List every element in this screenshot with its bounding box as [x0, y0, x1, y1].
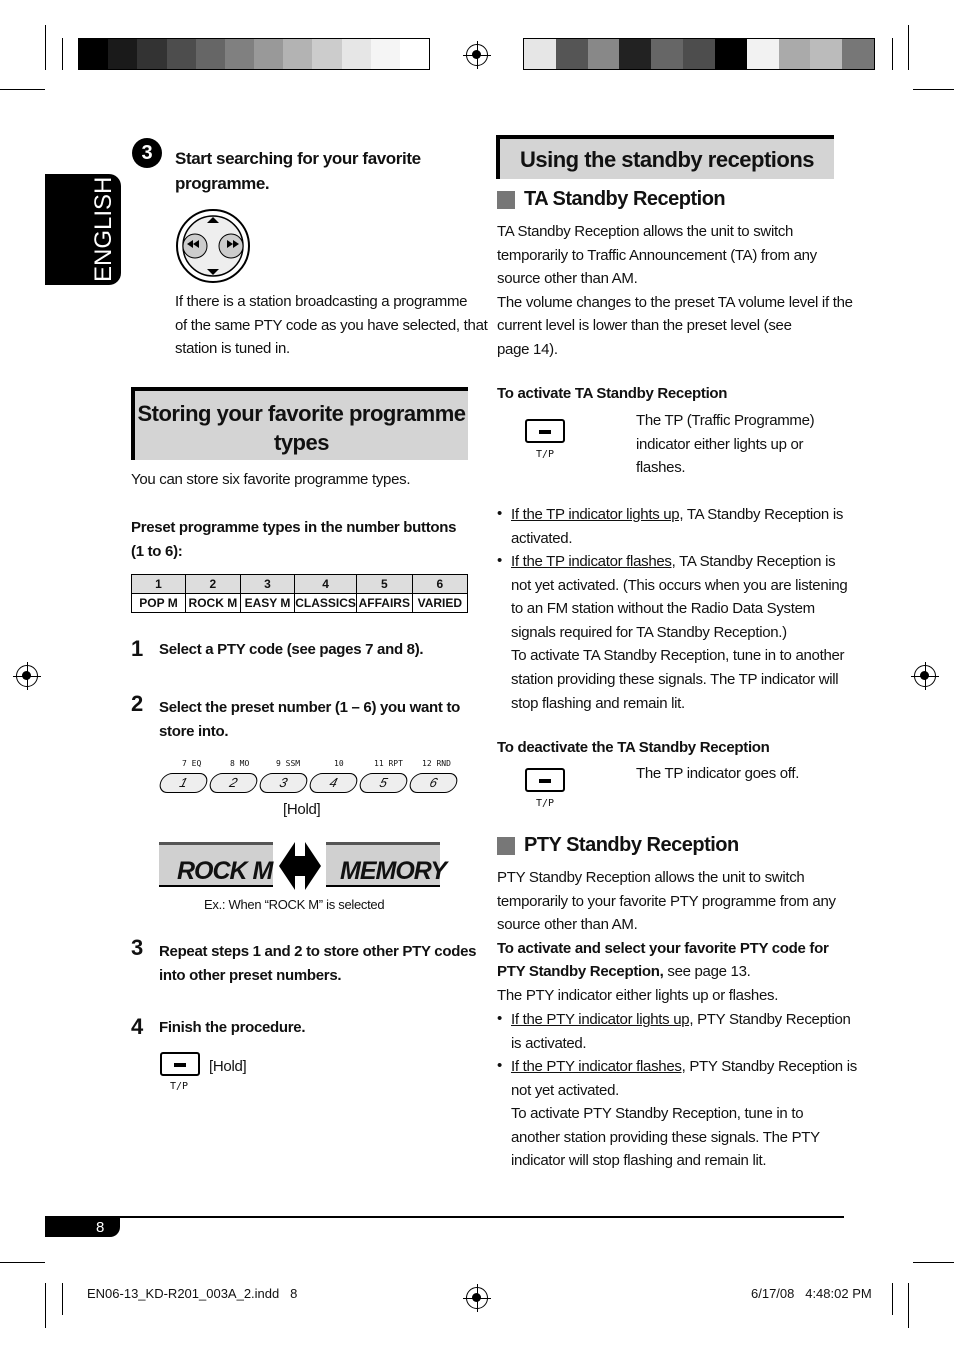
key-label: 8 MO — [230, 759, 250, 768]
registration-mark-icon — [16, 665, 38, 687]
table-number-cell: 5 — [356, 575, 412, 594]
standby-section-title: Using the standby receptions — [519, 147, 815, 172]
hold-label: [Hold] — [283, 801, 321, 818]
pty-flashes-line: indicator will stop flashing and remain lit. — [511, 1152, 767, 1170]
preset-key-3[interactable]: 3 — [257, 773, 309, 793]
table-type-cell: EASY M — [240, 594, 295, 613]
step-3-body-line: of the same PTY code as you have selected, that — [175, 316, 488, 334]
ta-body-line: TA Standby Reception allows the unit to switch — [497, 223, 794, 240]
table-type-cell: VARIED — [412, 594, 467, 613]
section-square-icon — [497, 837, 515, 855]
tp-flashes-line: not yet activated. (This occurs when you are listening — [511, 576, 848, 594]
double-arrow-icon — [279, 842, 321, 890]
pty-indicator-line: The PTY indicator either lights up or flashes. — [497, 986, 779, 1004]
step-3-text: Repeat steps 1 and 2 to store other PTY codes — [159, 943, 477, 960]
bullet-icon: • — [497, 1057, 503, 1074]
step-3-marker: 3 — [132, 138, 162, 168]
preset-key-6[interactable]: 6 — [407, 773, 459, 793]
section-title: Storing your favorite programme — [137, 401, 466, 426]
tp-flashes-line: To activate TA Standby Reception, tune in to another — [511, 647, 845, 665]
display-right-text: MEMORY — [340, 857, 447, 885]
tp-flashes-line: station providing these signals. The TP indicator will — [511, 670, 839, 688]
gray-scale-bar-left — [78, 38, 430, 70]
language-tab-label: ENGLISH — [90, 176, 117, 282]
ta-body-line: page 14). — [497, 340, 558, 358]
pty-body-line: PTY Standby Reception allows the unit to switch — [497, 869, 805, 886]
step-3-number: 3 — [131, 935, 144, 960]
key-label: 11 RPT — [374, 759, 403, 768]
tp-label: T/P — [170, 1081, 189, 1092]
registration-mark-icon — [466, 44, 488, 66]
preset-key-2[interactable]: 2 — [207, 773, 259, 793]
storing-section-heading — [131, 387, 468, 460]
file-info: EN06-13_KD-R201_003A_2.indd 8 — [87, 1286, 298, 1301]
step-2-number: 2 — [131, 691, 144, 716]
step-4-number: 4 — [131, 1014, 144, 1039]
page-number: 8 — [96, 1219, 105, 1236]
pty-heading: PTY Standby Reception — [524, 834, 739, 856]
pty-lights-up-line2: is activated. — [511, 1034, 587, 1052]
key-label: 9 SSM — [276, 759, 301, 768]
step-1-text: Select a PTY code (see pages 7 and 8). — [159, 641, 424, 658]
pty-flashes: If the PTY indicator flashes, — [511, 1058, 686, 1075]
step-3-text-line2: into other preset numbers. — [159, 966, 342, 984]
activate-heading: To activate TA Standby Reception — [497, 385, 728, 402]
display-left-text: ROCK M — [177, 857, 273, 885]
activate-note-line: The TP (Traffic Programme) — [636, 412, 815, 429]
tp-lights-up: If the TP indicator lights up, — [511, 506, 684, 523]
step-4-text: Finish the procedure. — [159, 1019, 306, 1036]
ta-body-line: temporarily to Traffic Announcement (TA) from any — [497, 246, 817, 264]
pty-lights-up-rest: PTY Standby Reception — [693, 1011, 851, 1028]
display-left — [159, 842, 273, 887]
ta-heading: TA Standby Reception — [524, 188, 726, 210]
table-number-cell: 6 — [412, 575, 467, 594]
tp-lights-up-rest: TA Standby Reception is — [683, 506, 844, 523]
preset-heading-line2: (1 to 6): — [131, 542, 183, 560]
storing-intro: You can store six favorite programme types. — [131, 471, 411, 488]
pty-flashes-line: not yet activated. — [511, 1081, 620, 1099]
pty-flashes-line: To activate PTY Standby Reception, tune in to — [511, 1105, 804, 1123]
tp-label: T/P — [536, 449, 555, 460]
preset-key-1[interactable]: 1 — [157, 773, 209, 793]
deactivate-note: The TP indicator goes off. — [636, 765, 800, 782]
page-number-tab — [45, 1218, 120, 1237]
hold-label-2: [Hold] — [209, 1058, 247, 1075]
registration-mark-icon — [466, 1287, 488, 1309]
preset-heading: Preset programme types in the number buttons — [131, 519, 457, 536]
pty-see-page: see page 13. — [663, 963, 751, 981]
step-2-text-line2: store into. — [159, 722, 229, 740]
table-number-cell: 4 — [295, 575, 357, 594]
tp-flashes: If the TP indicator flashes, — [511, 553, 676, 570]
step-3-body-line: If there is a station broadcasting a programme — [175, 293, 468, 310]
pty-bold-line: To activate and select your favorite PTY code for — [497, 939, 829, 957]
pty-bold-line2: PTY Standby Reception, — [497, 963, 664, 981]
table-number-cell: 1 — [132, 575, 186, 594]
tp-button[interactable] — [525, 419, 565, 443]
ta-body-line: source other than AM. — [497, 270, 638, 288]
preset-key-4[interactable]: 4 — [307, 773, 359, 793]
step-3-body-line: station is tuned in. — [175, 340, 290, 358]
standby-section-heading — [496, 135, 834, 179]
tp-button[interactable] — [525, 768, 565, 792]
tp-flashes-line: signals required for TA Standby Reception.) — [511, 623, 787, 641]
step-1-number: 1 — [131, 636, 144, 661]
tp-flashes-rest: TA Standby Reception is — [675, 553, 836, 570]
gray-scale-bar-right — [523, 38, 875, 70]
display-right — [326, 842, 447, 887]
pty-body-line: source other than AM. — [497, 916, 638, 934]
display-caption: Ex.: When “ROCK M” is selected — [204, 897, 385, 912]
control-dial-icon — [175, 208, 251, 284]
table-number-cell: 3 — [240, 575, 295, 594]
preset-key-5[interactable]: 5 — [357, 773, 409, 793]
tp-flashes-line: to an FM station without the Radio Data System — [511, 600, 815, 618]
bullet-icon: • — [497, 505, 503, 522]
section-square-icon — [497, 191, 515, 209]
tp-label: T/P — [536, 798, 555, 809]
table-type-cell: CLASSICS — [295, 594, 357, 613]
pty-lights-up: If the PTY indicator lights up, — [511, 1011, 694, 1028]
ta-body-line: The volume changes to the preset TA volume level if the — [497, 293, 853, 311]
step-3-title-line2: programme. — [175, 174, 270, 193]
deactivate-heading: To deactivate the TA Standby Reception — [497, 739, 770, 756]
section-title-line2: types — [274, 430, 329, 455]
pty-flashes-line: another station providing these signals. The PTY — [511, 1128, 820, 1146]
activate-note-line: flashes. — [636, 459, 686, 477]
table-number-cell: 2 — [186, 575, 241, 594]
bullet-icon: • — [497, 552, 503, 569]
key-label: 7 EQ — [182, 759, 202, 768]
footer-rule — [45, 1216, 844, 1218]
tp-flashes-line: stop flashing and remain lit. — [511, 694, 685, 712]
ta-body-line: current level is lower than the preset level (see — [497, 317, 792, 335]
table-type-cell: POP M — [132, 594, 186, 613]
tp-lights-up-line2: activated. — [511, 529, 573, 547]
key-label: 12 RND — [422, 759, 451, 768]
registration-mark-icon — [914, 665, 936, 687]
key-label: 10 — [334, 759, 344, 768]
step-3-title: Start searching for your favorite — [175, 149, 421, 168]
pty-body-line: temporarily to your favorite PTY programme from any — [497, 892, 836, 910]
table-type-cell: AFFAIRS — [356, 594, 412, 613]
table-type-cell: ROCK M — [186, 594, 241, 613]
pty-flashes-rest: PTY Standby Reception is — [685, 1058, 857, 1075]
print-date: 6/17/08 4:48:02 PM — [751, 1286, 872, 1301]
activate-note-line: indicator either lights up or — [636, 435, 804, 453]
tp-button[interactable] — [160, 1052, 200, 1076]
bullet-icon: • — [497, 1010, 503, 1027]
preset-table — [131, 574, 468, 613]
step-2-text: Select the preset number (1 – 6) you want to — [159, 699, 461, 716]
